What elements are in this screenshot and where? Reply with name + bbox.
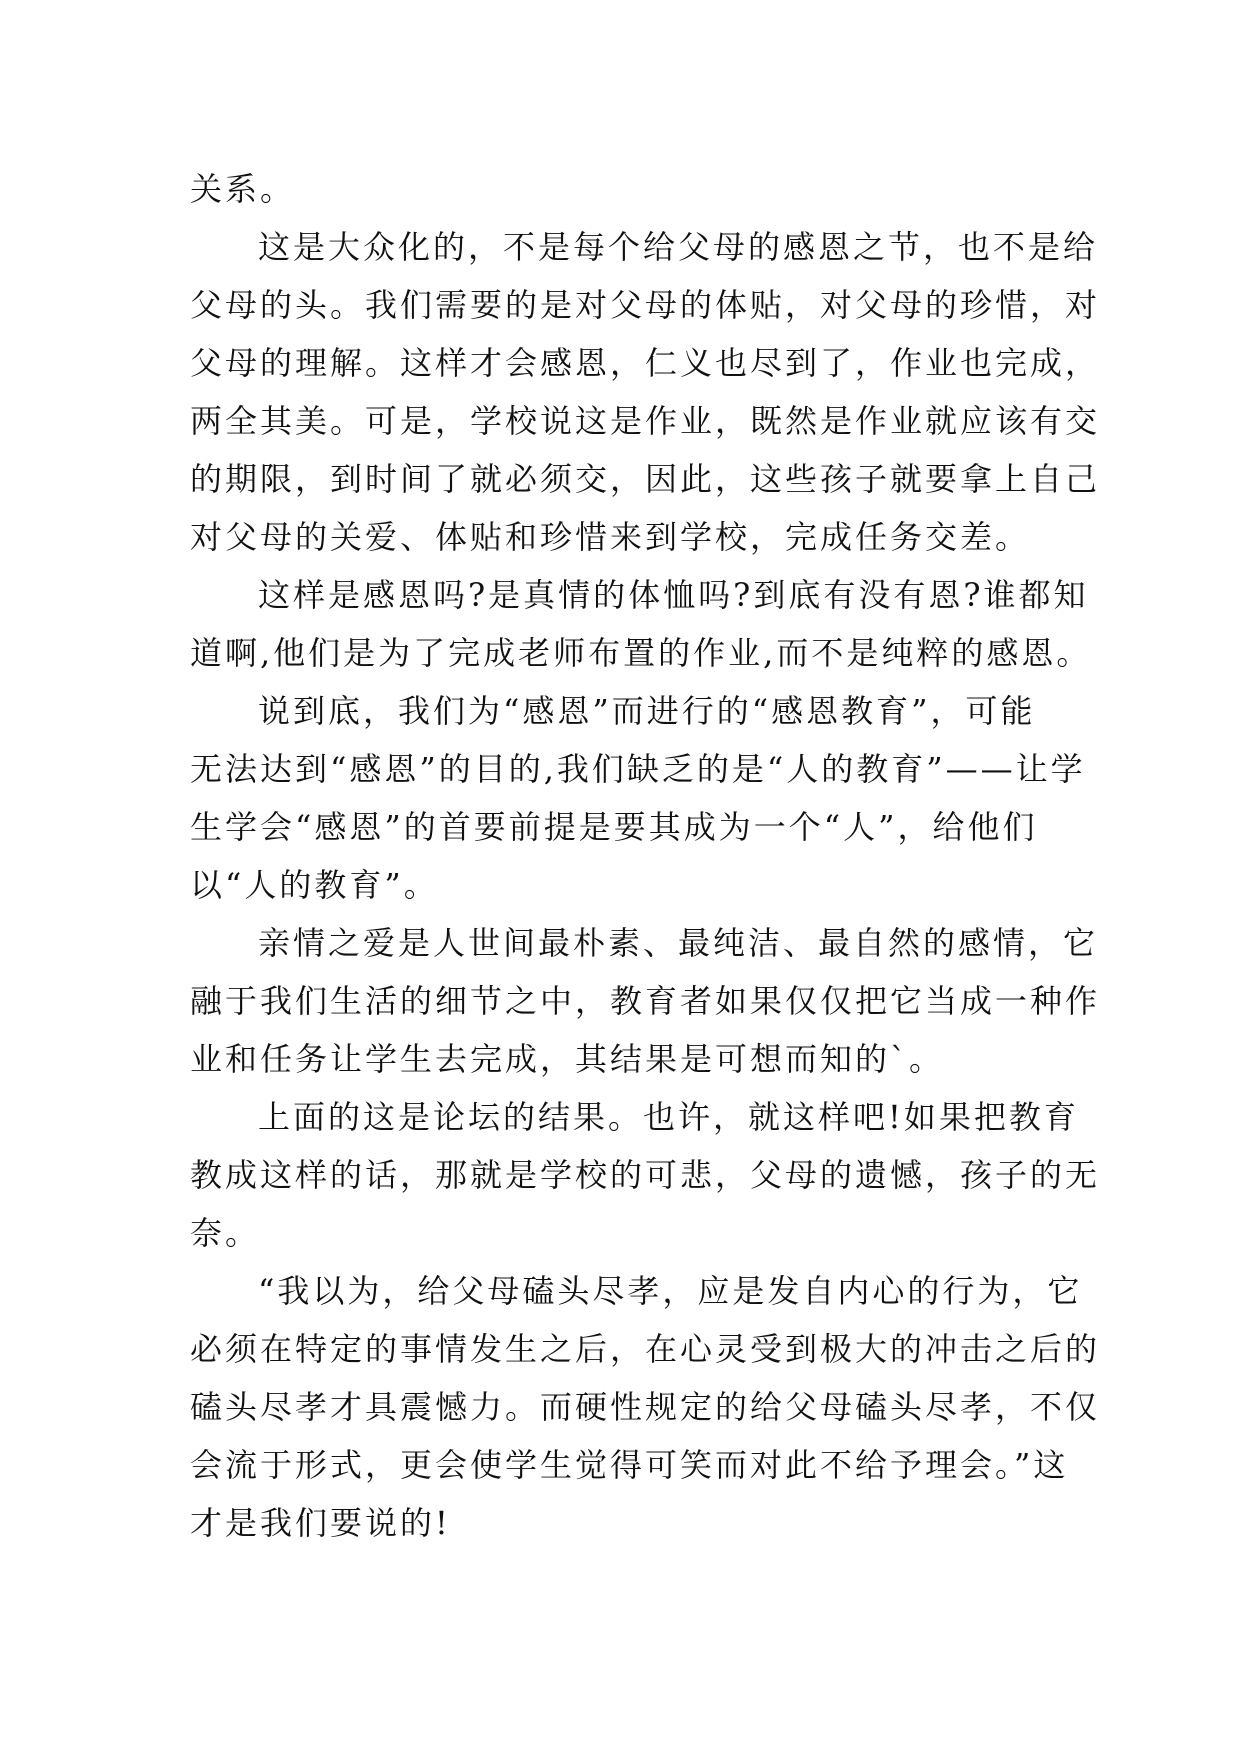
text-line: 父母的头。我们需要的是对父母的体贴，对父母的珍惜，对 [190,286,1101,324]
text-line: 必须在特定的事情发生之后，在心灵受到极大的冲击之后的 [190,1330,1101,1368]
text-line: 融于我们生活的细节之中，教育者如果仅仅把它当成一种作 [190,982,1101,1020]
text-line: 两全其美。可是，学校说这是作业，既然是作业就应该有交 [190,402,1101,440]
document-body [190,160,1101,1552]
text-line: 父母的理解。这样才会感恩，仁义也尽到了，作业也完成， [190,344,1101,382]
text-line: 亲情之爱是人世间最朴素、最纯洁、最自然的感情，它 [258,924,1099,962]
text-line: 会流于形式，更会使学生觉得可笑而对此不给予理会。”这 [190,1446,1069,1484]
text-line: “我以为，给父母磕头尽孝，应是发自内心的行为，它 [258,1272,1083,1310]
text-line: 生学会“感恩”的首要前提是要其成为一个“人”，给他们 [190,808,1038,846]
text-line: 奈。 [190,1214,261,1252]
text-line: 磕头尽孝才具震憾力。而硬性规定的给父母磕头尽孝，不仅 [190,1388,1101,1426]
text-line: 无法达到“感恩”的目的,我们缺乏的是“人的教育”——让学 [190,750,1086,788]
text-line: 上面的这是论坛的结果。也许，就这样吧!如果把教育 [258,1098,1079,1136]
text-line: 业和任务让学生去完成，其结果是可想而知的`。 [190,1040,945,1078]
text-line: 这样是感恩吗?是真情的体恤吗?到底有没有恩?谁都知 [258,576,1089,614]
text-line: 教成这样的话，那就是学校的可悲，父母的遗憾，孩子的无 [190,1156,1101,1194]
text-line: 说到底，我们为“感恩”而进行的“感恩教育”，可能 [258,692,1036,730]
text-line: 的期限，到时间了就必须交，因此，这些孩子就要拿上自己 [190,460,1101,498]
text-line: 对父母的关爱、体贴和珍惜来到学校，完成任务交差。 [190,518,1031,556]
text-line: 以“人的教育”。 [190,866,439,904]
text-line: 才是我们要说的! [190,1504,451,1542]
text-line: 道啊,他们是为了完成老师布置的作业,而不是纯粹的感恩。 [190,634,1092,672]
text-line: 这是大众化的，不是每个给父母的感恩之节，也不是给 [258,228,1099,266]
text-line: 关系。 [190,170,296,208]
